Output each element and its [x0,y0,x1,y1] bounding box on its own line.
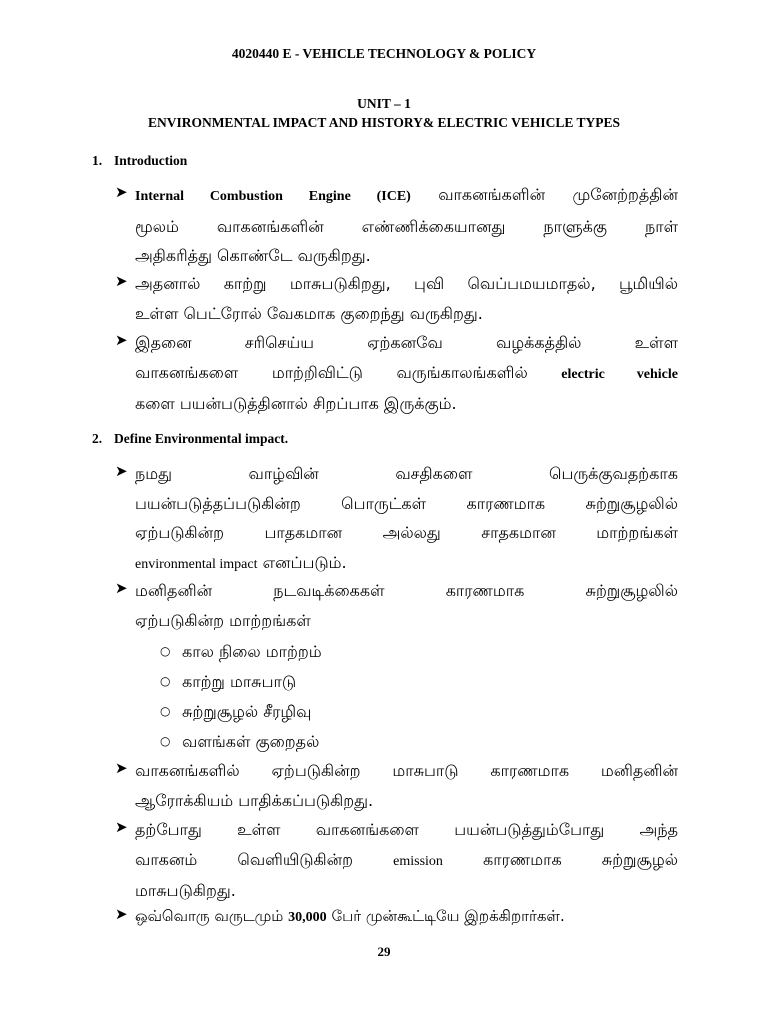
section-2-heading [92,431,288,447]
text-line: மனிதனின் நடவடிக்கைகள் காரணமாக சுற்றுசூழலில் [135,581,678,600]
circle-bullet-icon: ○ [160,734,171,748]
text-line: வாகனங்களில் ஏற்படுகின்ற மாசுபாடு காரணமாக மனிதனின் [135,761,678,780]
arrow-bullet-icon: ➤ [115,333,128,349]
text-line: இதனை சரிசெய்ய ஏற்கனவே வழக்கத்தில் உள்ள [135,333,678,352]
section-1-heading [92,153,187,169]
text-line: மூலம் வாகனங்களின் எண்ணிக்கையானது நாளுக்கு நாள் [135,216,678,236]
text-line: ஏற்படுகின்ற பாதகமான அல்லது சாதகமான மாற்றங்கள் [135,523,678,542]
circle-bullet-icon: ○ [160,704,171,718]
text-line: Internal Combustion Engine (ICE) வாகனங்களின் முனேற்றத்தின் [135,185,678,204]
sub-list-item: ○ சுற்றுசூழல் சீரழிவு [160,702,312,721]
list-item [115,576,678,635]
arrow-bullet-icon: ➤ [115,274,128,290]
course-title: 4020440 E - VEHICLE TECHNOLOGY & POLICY [231,46,537,61]
sub-list-item: ○ காற்று மாசுபாடு [160,672,297,691]
text-line: உள்ள பெட்ரோல் வேகமாக குறைந்து வருகிறது. [135,303,483,323]
text-line: ஒவ்வொரு வருடமும் 30,000 பேர் முன்கூட்டியே இறக்கிறார்கள். [135,907,565,925]
list-item [115,815,678,906]
text-line: மாசுபடுகிறது. [135,881,236,900]
text-line: வாகனம் வெளியிடுகின்ற emission காரணமாக சுற்றுசூழல் [135,849,678,869]
text-line: அதிகரித்து கொண்டே வருகிறது. [135,246,371,265]
text-line: பயன்படுத்தப்படுகின்ற பொருட்கள் காரணமாக சுற்றுசூழலில் [135,493,678,513]
arrow-bullet-icon: ➤ [115,581,128,597]
text-line: தற்போது உள்ள வாகனங்களை பயன்படுத்தும்போது அந்த [135,820,678,839]
arrow-bullet-icon: ➤ [115,185,128,201]
list-item [115,328,678,419]
list-item [115,180,678,271]
section-title: Define Environmental impact. [114,431,289,446]
text-line: வாகனங்களை மாற்றிவிட்டு வருங்காலங்களில் electric vehicle [135,362,678,382]
section-number: 1. [92,153,103,168]
sub-list-item: ○ கால நிலை மாற்றம் [160,642,322,661]
list-item [115,459,678,579]
list-item [115,269,678,328]
unit-number: UNIT – 1 [357,96,411,111]
section-number: 2. [92,431,103,446]
arrow-bullet-icon: ➤ [115,464,128,480]
text-line: அதனால் காற்று மாசுபடுகிறது, புவி வெப்பமயமாதல், பூமியில் [135,274,678,293]
section-title: Introduction [114,153,188,168]
text-line: ஆரோக்கியம் பாதிக்கப்படுகிறது. [135,790,374,810]
arrow-bullet-icon: ➤ [115,907,128,923]
arrow-bullet-icon: ➤ [115,761,128,777]
unit-title: ENVIRONMENTAL IMPACT AND HISTORY& ELECTRIC VEHICLE TYPES [147,115,621,130]
text-line: ஏற்படுகின்ற மாற்றங்கள் [135,610,311,630]
list-item [115,902,678,933]
page-number: 29 [377,944,391,959]
text-line: களை பயன்படுத்தினால் சிறப்பாக இருக்கும். [135,394,457,413]
text-line: நமது வாழ்வின் வசதிகளை பெருக்குவதற்காக [135,464,678,483]
arrow-bullet-icon: ➤ [115,820,128,836]
list-item [115,756,678,815]
circle-bullet-icon: ○ [160,674,171,688]
sub-list-item: ○ வளங்கள் குறைதல் [160,732,320,751]
circle-bullet-icon: ○ [160,644,171,658]
text-line: environmental impact எனப்படும். [135,552,347,572]
